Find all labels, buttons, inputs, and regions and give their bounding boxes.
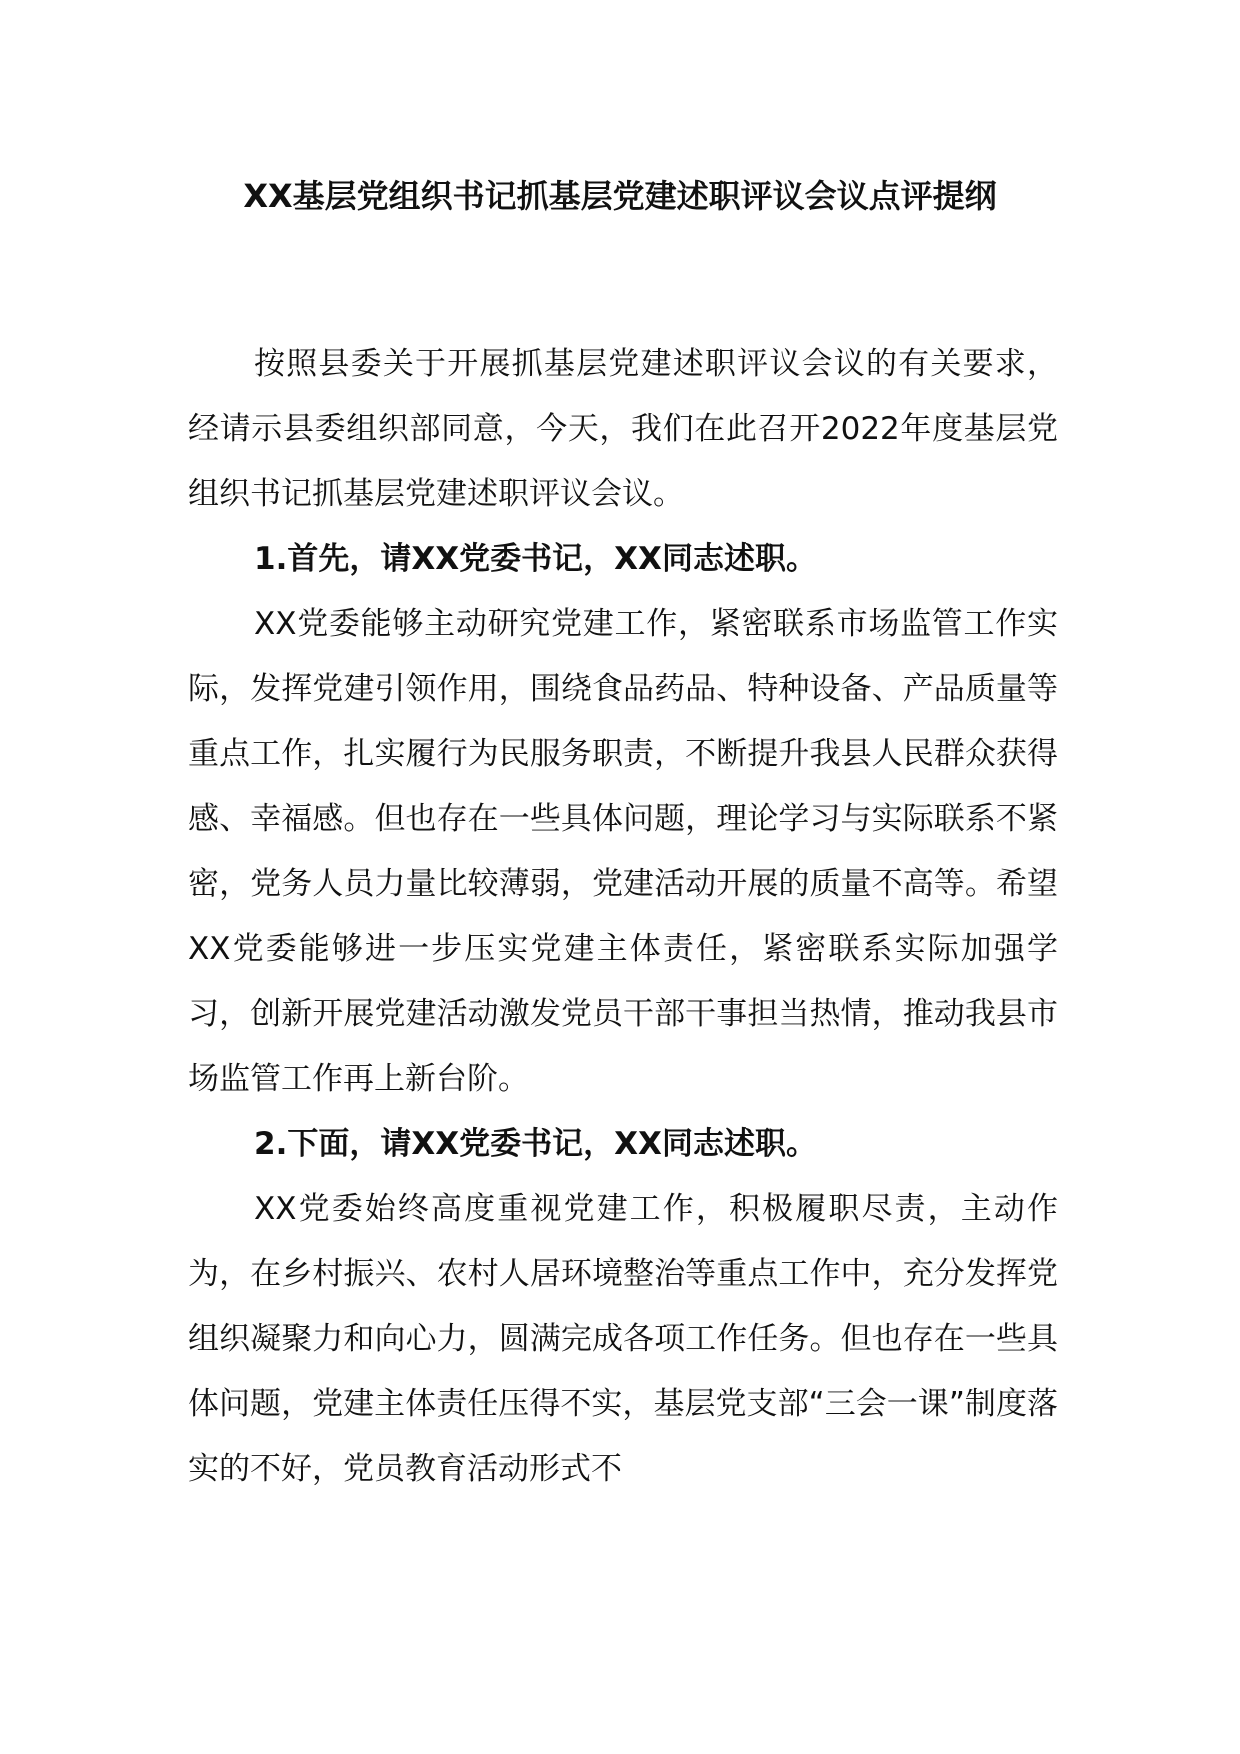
document-body [188,332,1058,1502]
section-heading-2: 2.下面，请XX党委书记，XX同志述职。 [254,1126,817,1162]
section-heading-1: 1.首先，请XX党委书记，XX同志述职。 [254,541,817,577]
section-1-paragraph: XX党委能够主动研究党建工作，紧密联系市场监管工作实际，发挥党建引领作用，围绕食品药品、特种设备、产品质量等重点工作，扎实履行为民服务职责，不断提升我县人民群众获得感、幸福感。但也存在一些具体问题，理论学习与实际联系不紧密，党务人员力量比较薄弱，党建活动开展的质量不高等。希望XX党委能够进一步压实党建主体责任，紧密联系实际加强学习，创新开展党建活动激发党员干部干事担当热情，推动我县市场监管工作再上新台阶。 [188,606,1058,1097]
document-title: XX基层党组织书记抓基层党建述职评议会议点评提纲 [243,177,997,215]
intro-paragraph: 按照县委关于开展抓基层党建述职评议会议的有关要求，经请示县委组织部同意，今天，我们在此召开2022年度基层党组织书记抓基层党建述职评议会议。 [188,346,1058,512]
section-2-paragraph: XX党委始终高度重视党建工作，积极履职尽责，主动作为，在乡村振兴、农村人居环境整治等重点工作中，充分发挥党组织凝聚力和向心力，圆满完成各项工作任务。但也存在一些具体问题，党建主体责任压得不实，基层党支部“三会一课”制度落实的不好，党员教育活动形式不 [188,1191,1058,1487]
